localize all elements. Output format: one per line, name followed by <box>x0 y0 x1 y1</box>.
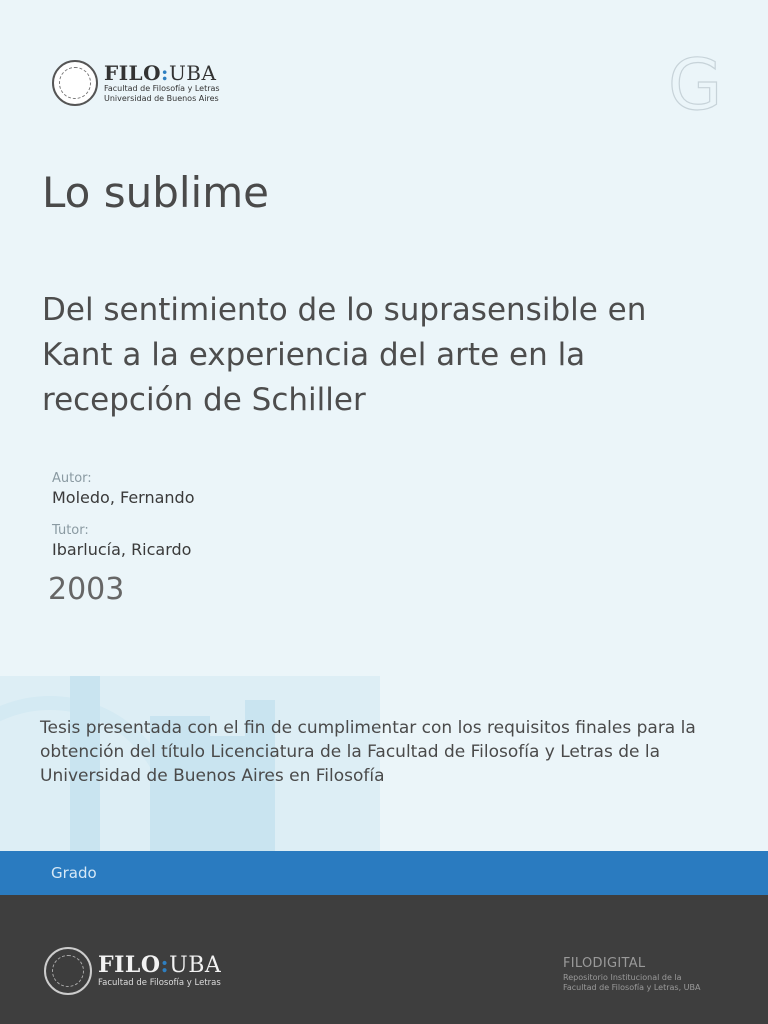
footer-university-seal-icon <box>44 947 92 995</box>
category-band <box>0 851 768 895</box>
category-label: Grado <box>51 864 97 882</box>
tutor-label: Tutor: <box>52 523 89 538</box>
footer-filo-uba-logo <box>44 947 221 995</box>
grado-letter-mark: G <box>668 44 723 126</box>
repository-name: FILODIGITAL <box>563 956 646 971</box>
tutor-name: Ibarlucía, Ricardo <box>52 540 192 559</box>
logo-university: Universidad de Buenos Aires <box>104 94 219 103</box>
thesis-description: Tesis presentada con el fin de cumplimentar con los requisitos finales para la obtención del título Licenciatura de la Facultad de Filosofía y Letras de la Universidad de Buenos Aires en Filosofía <box>40 718 696 786</box>
footer-logo-faculty: Facultad de Filosofía y Letras <box>98 978 221 989</box>
footer-logo-wordmark: FILO:UBA <box>98 952 222 979</box>
document-subtitle: Del sentimiento de lo suprasensible en Kant a la experiencia del arte en la recepción de Schiller <box>42 292 647 418</box>
logo-text <box>104 63 220 103</box>
logo-faculty: Facultad de Filosofía y Letras <box>104 84 220 93</box>
university-seal-icon <box>52 60 98 106</box>
document-title: Lo sublime <box>42 168 269 217</box>
document-year: 2003 <box>48 572 125 607</box>
filodigital-repository <box>563 956 713 993</box>
repository-description: Repositorio Institucional de la Facultad de Filosofía y Letras, UBA <box>563 973 701 992</box>
author-name: Moledo, Fernando <box>52 488 195 507</box>
filo-uba-logo <box>52 60 220 106</box>
author-label: Autor: <box>52 471 92 486</box>
logo-wordmark: FILO:UBA <box>104 61 217 85</box>
footer-logo-text <box>98 954 221 988</box>
